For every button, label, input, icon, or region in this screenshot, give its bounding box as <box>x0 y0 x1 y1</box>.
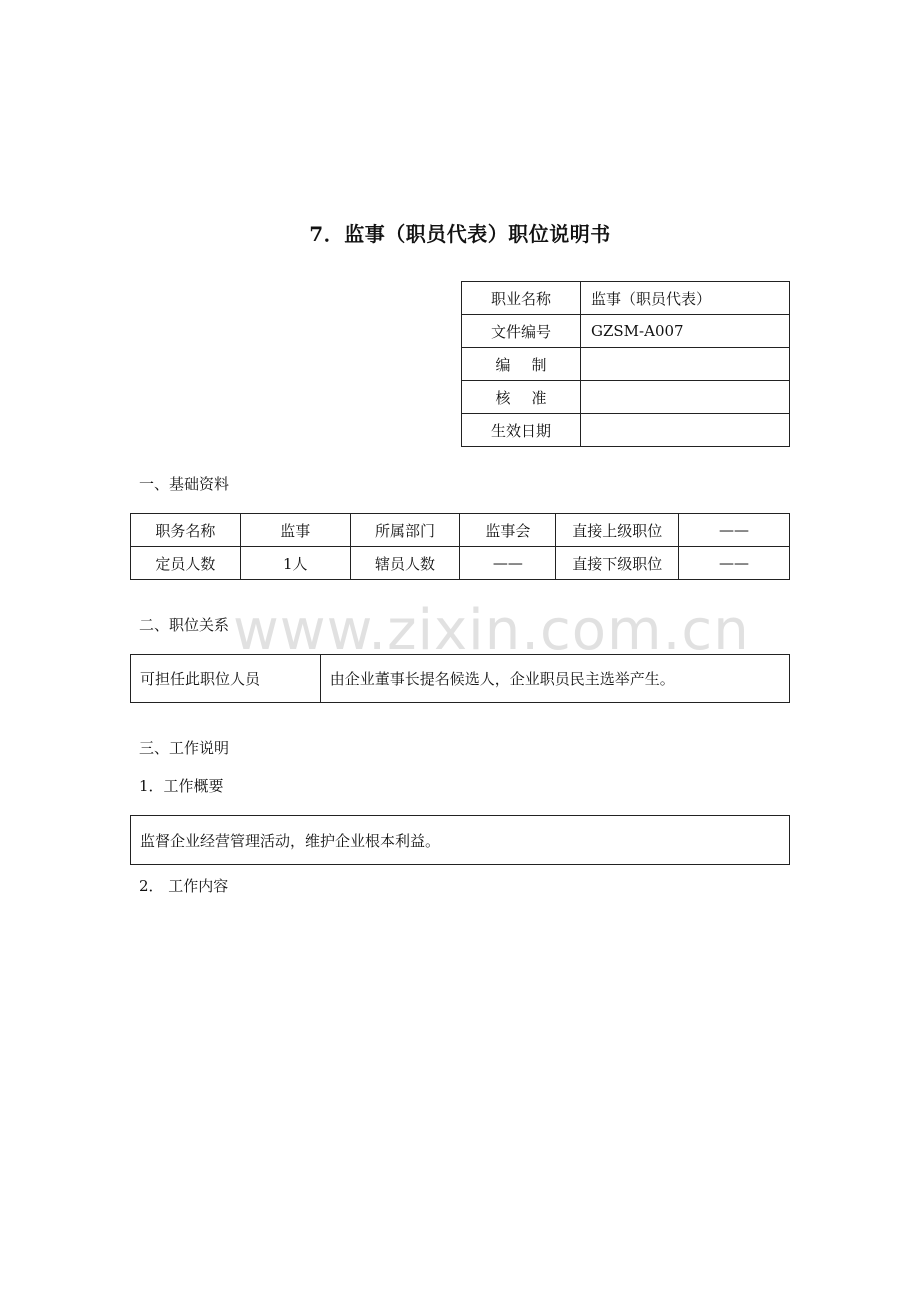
table-row <box>462 315 790 348</box>
meta-value <box>581 348 790 381</box>
table-cell: 1人 <box>240 547 350 580</box>
table-cell: —— <box>679 514 790 547</box>
position-relations-table <box>130 654 790 703</box>
relation-label: 可担任此职位人员 <box>131 655 321 703</box>
basic-info-table <box>130 513 790 580</box>
table-cell: 职务名称 <box>131 514 241 547</box>
table-cell: 定员人数 <box>131 547 241 580</box>
meta-label: 核准 <box>495 388 568 407</box>
table-row <box>131 816 790 865</box>
document-meta-table <box>461 281 790 447</box>
table-row <box>131 514 790 547</box>
table-cell: —— <box>679 547 790 580</box>
meta-label-cell <box>462 381 581 414</box>
section-heading-basic-info: 一、基础资料 <box>139 475 230 493</box>
meta-value <box>581 381 790 414</box>
table-cell: 辖员人数 <box>350 547 460 580</box>
table-row <box>131 547 790 580</box>
meta-value: GZSM-A007 <box>581 315 790 348</box>
job-summary-table <box>130 815 790 865</box>
table-row <box>462 381 790 414</box>
meta-value <box>581 414 790 447</box>
meta-label: 文件编号 <box>462 315 581 348</box>
table-row <box>131 655 790 703</box>
table-cell: 监事会 <box>460 514 556 547</box>
job-summary-text: 监督企业经营管理活动，维护企业根本利益。 <box>131 816 790 865</box>
watermark: www.zixin.com.cn <box>233 598 750 663</box>
document-title: 7．监事（职员代表）职位说明书 <box>309 222 611 246</box>
meta-label-cell <box>462 348 581 381</box>
relation-value: 由企业董事长提名候选人，企业职员民主选举产生。 <box>320 655 789 703</box>
table-cell: 监事 <box>240 514 350 547</box>
section-heading-job-description: 三、工作说明 <box>139 739 230 757</box>
section-heading-relations: 二、职位关系 <box>139 616 230 634</box>
table-cell: —— <box>460 547 556 580</box>
meta-label: 生效日期 <box>462 414 581 447</box>
table-cell: 直接上级职位 <box>556 514 679 547</box>
meta-label: 职业名称 <box>462 282 581 315</box>
subheading-job-content: 2． 工作内容 <box>139 877 229 895</box>
meta-label: 编制 <box>495 355 568 374</box>
table-cell: 所属部门 <box>350 514 460 547</box>
subheading-job-summary: 1．工作概要 <box>139 777 224 795</box>
table-row <box>462 348 790 381</box>
meta-value: 监事（职员代表） <box>581 282 790 315</box>
table-cell: 直接下级职位 <box>556 547 679 580</box>
table-row <box>462 414 790 447</box>
table-row <box>462 282 790 315</box>
